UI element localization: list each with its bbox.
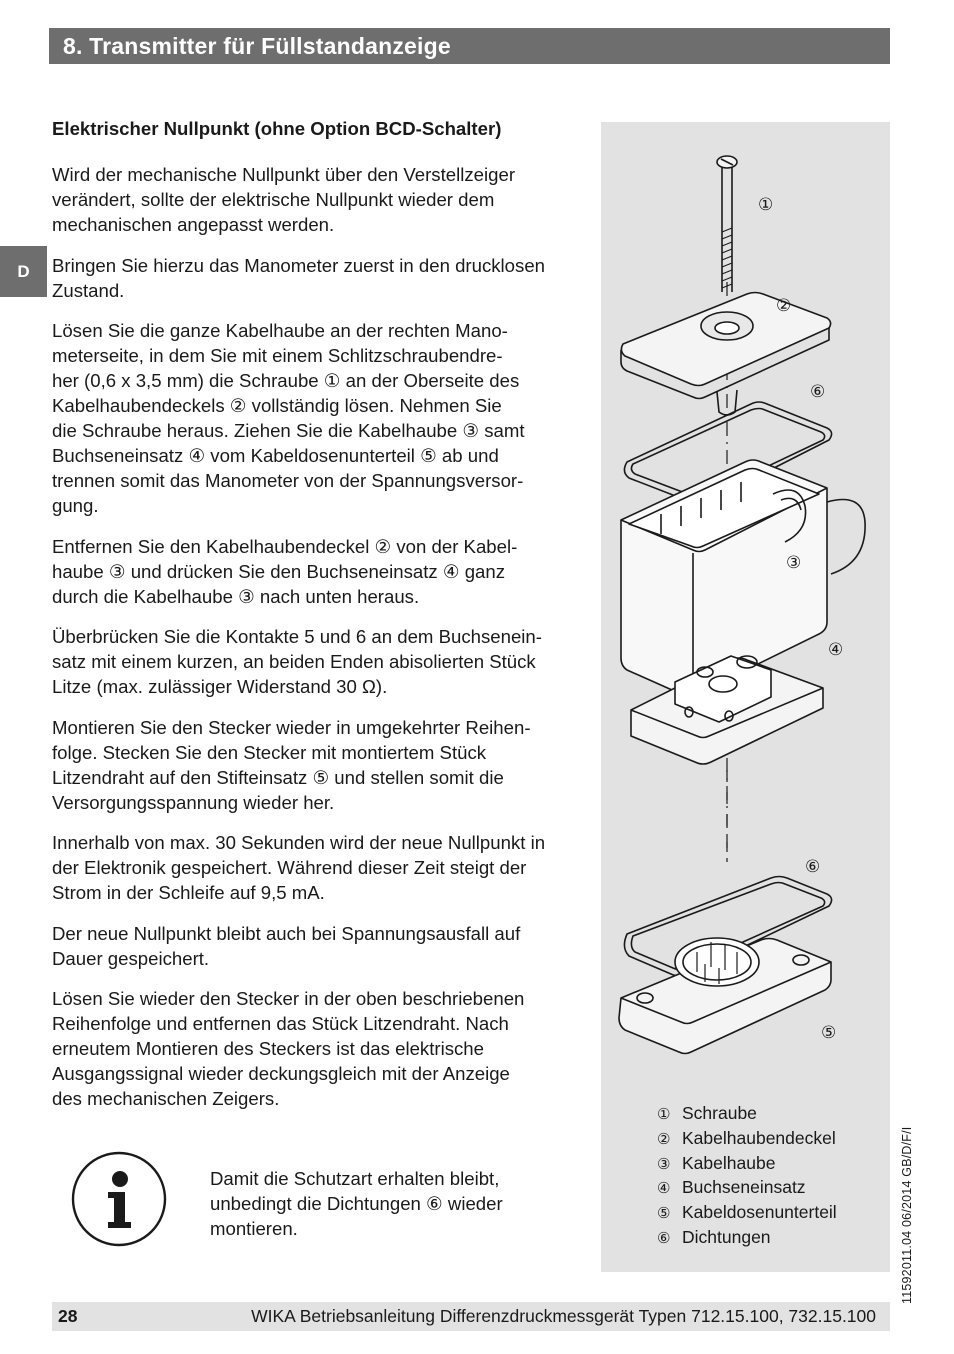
legend-num: ① xyxy=(657,1106,671,1123)
callout-6-lower: ⑥ xyxy=(805,857,821,877)
legend-label: Kabelhaube xyxy=(682,1152,776,1173)
paragraph: Innerhalb von max. 30 Sekunden wird der neue Nullpunkt in der Elektronik gespeichert. Während dieser Zeit steigt der Strom in der Schleife auf 9,5 mA. xyxy=(52,832,546,903)
paragraph: Montieren Sie den Stecker wieder in umgekehrter Reihen- folge. Stecken Sie den Stecker mit montiertem Stück Litzendraht auf den Stifteinsatz ⑤ und stellen somit die Versorgungsspannung wieder her. xyxy=(52,716,531,813)
legend-label: Dichtungen xyxy=(682,1226,771,1247)
legend-item xyxy=(657,1127,837,1152)
section-title: 8. Transmitter für Füllstandanzeige xyxy=(63,33,451,59)
paragraph: Wird der mechanische Nullpunkt über den Verstellzeiger verändert, sollte der elektrische Nullpunkt wieder dem mechanischen angepasst werden. xyxy=(52,164,516,235)
paragraph: Überbrücken Sie die Kontakte 5 und 6 an dem Buchsenein- satz mit einem kurzen, an beiden Enden abisolierten Stück Litze (max. zulässiger Widerstand 30 Ω). xyxy=(52,626,542,697)
info-icon xyxy=(70,1150,168,1248)
legend-item xyxy=(657,1226,837,1251)
callout-3: ③ xyxy=(786,553,802,573)
paragraph: Lösen Sie wieder den Stecker in der oben beschriebenen Reihenfolge und entfernen das Stück Litzendraht. Nach erneutem Montieren des Steckers ist das elektrische Ausgangssignal wieder deckungsgleich mit der Anzeige des mechanischen Zeigers. xyxy=(52,988,525,1109)
legend-num: ② xyxy=(657,1130,671,1148)
callout-6-upper: ⑥ xyxy=(810,382,826,402)
legend-label: Buchseneinsatz xyxy=(682,1177,806,1198)
legend-item xyxy=(657,1176,837,1201)
exploded-view-figure xyxy=(601,122,890,1272)
language-tab xyxy=(0,246,47,297)
legend-num: ④ xyxy=(657,1180,671,1198)
connector-exploded-drawing xyxy=(601,122,890,1082)
legend-label: Kabelhaubendeckel xyxy=(682,1127,836,1148)
legend-num: ⑥ xyxy=(657,1229,671,1247)
legend-item xyxy=(657,1152,837,1177)
paragraph: Bringen Sie hierzu das Manometer zuerst in den drucklosen Zustand. xyxy=(52,254,545,301)
page-number: 28 xyxy=(58,1306,78,1326)
figure-legend xyxy=(657,1102,837,1251)
language-tab-label: D xyxy=(17,262,30,281)
note-text: Damit die Schutzart erhalten bleibt, unbedingt die Dichtungen ⑥ wieder montieren. xyxy=(210,1168,503,1239)
footer-text: WIKA Betriebsanleitung Differenzdruckmessgerät Typen 712.15.100, 732.15.100 xyxy=(251,1306,876,1326)
legend-num: ③ xyxy=(657,1155,671,1173)
paragraph: Der neue Nullpunkt bleibt auch bei Spannungsausfall auf Dauer gespeichert. xyxy=(52,922,521,969)
document-code xyxy=(898,1112,918,1304)
page-footer xyxy=(52,1302,890,1331)
legend-num: ⑤ xyxy=(657,1205,671,1223)
callout-1: ① xyxy=(758,195,774,215)
callout-5: ⑤ xyxy=(821,1023,837,1043)
main-text xyxy=(52,116,592,1127)
subsection-title: Elektrischer Nullpunkt (ohne Option BCD-Schalter) xyxy=(52,118,502,139)
section-header xyxy=(49,28,890,64)
paragraph: Entfernen Sie den Kabelhaubendeckel ② von der Kabel- haube ③ und drücken Sie den Buchseneinsatz ④ ganz durch die Kabelhaube ③ nach unten heraus. xyxy=(52,535,518,607)
callout-4: ④ xyxy=(828,640,844,660)
legend-item xyxy=(657,1102,837,1127)
document-code-text: 11592011.04 06/2014 GB/D/F/I xyxy=(900,1126,914,1304)
info-note xyxy=(70,1150,610,1250)
callout-2: ② xyxy=(776,296,792,316)
legend-label: Schraube xyxy=(682,1103,757,1123)
legend-label: Kabeldosenunterteil xyxy=(682,1202,837,1223)
paragraph: Lösen Sie die ganze Kabelhaube an der rechten Mano- meterseite, in dem Sie mit einem Schlitzschraubendre- her (0,6 x 3,5 mm) die Schraube ① an der Oberseite des Kabelhaubendeckels ② vollständig lösen. Nehmen Sie die Schraube heraus. Ziehen Sie die Kabelhaube ③ samt Buchseneinsatz ④ vom Kabeldosenunterteil ⑤ ab und trennen somit das Manometer von der Spannungsversor- gung. xyxy=(52,320,525,516)
legend-item xyxy=(657,1201,837,1226)
